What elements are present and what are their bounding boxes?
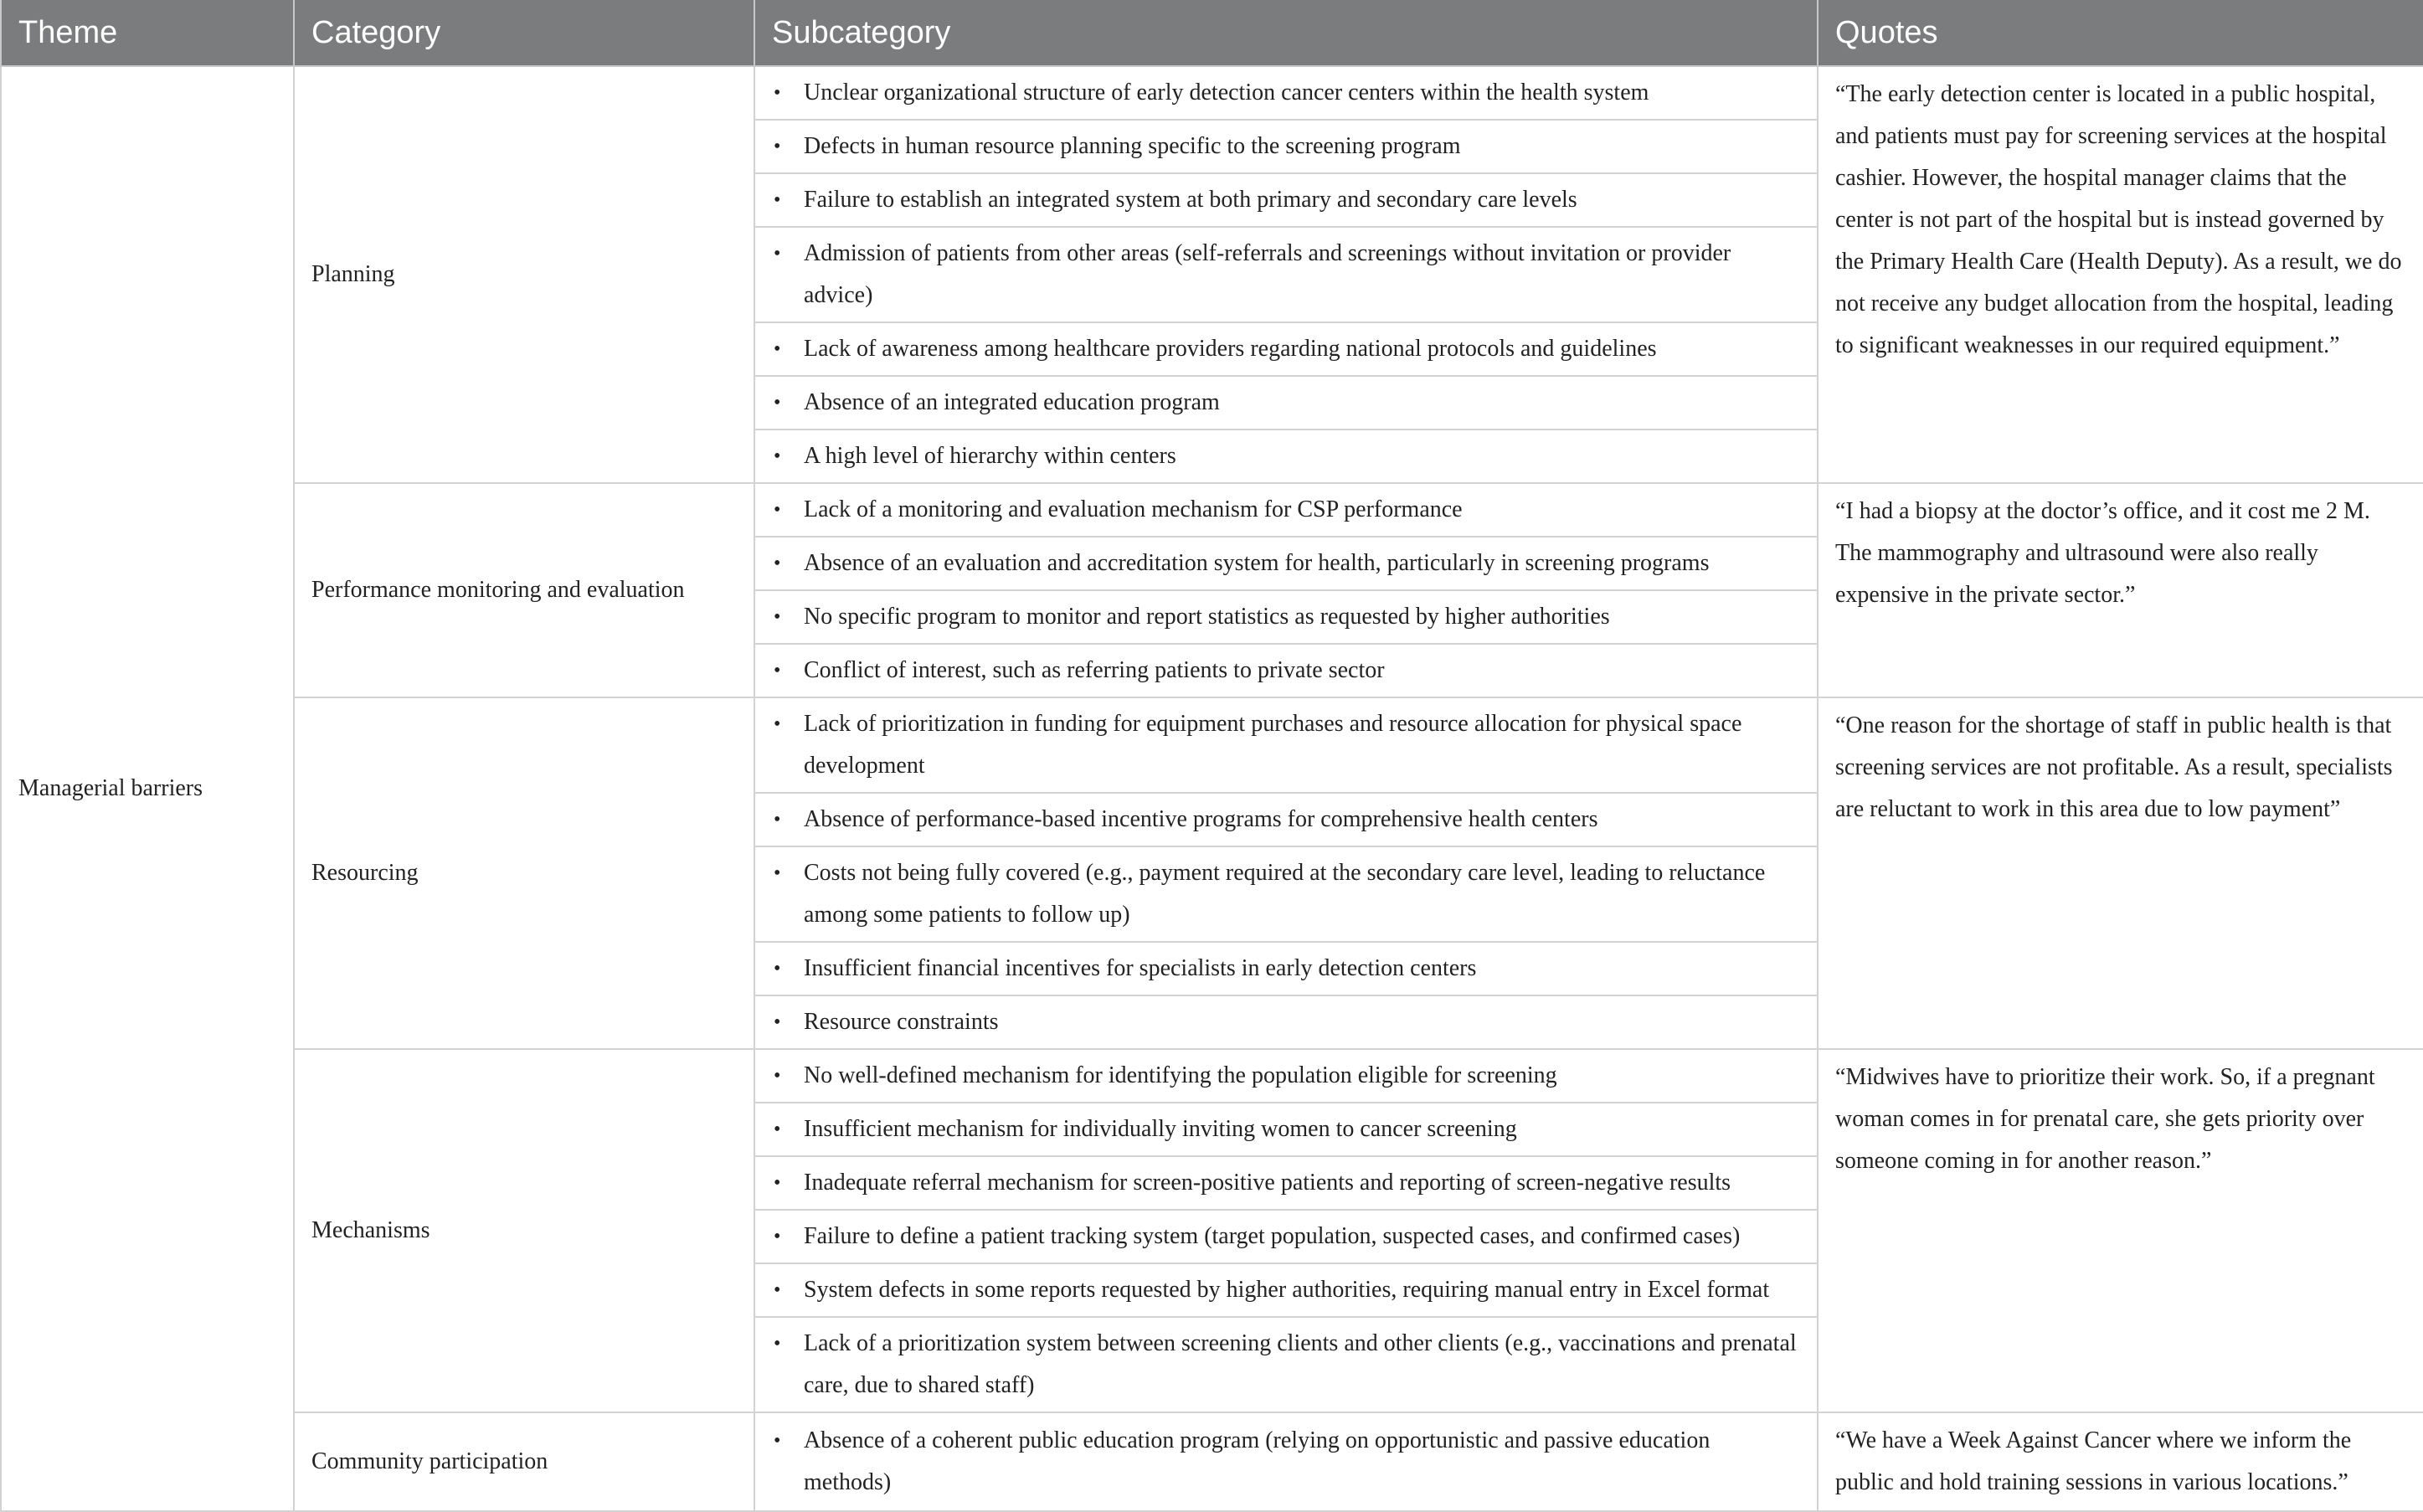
subcategory-item	[772, 328, 1800, 370]
subcategory-item	[772, 948, 1800, 990]
header-subcategory: Subcategory	[754, 0, 1818, 66]
subcategory-item	[772, 382, 1800, 424]
subcategory-text: Lack of awareness among healthcare providers regarding national protocols and guidelines	[804, 336, 1657, 362]
subcategory-cell	[754, 483, 1818, 537]
subcategory-cell	[754, 120, 1818, 173]
subcategory-item	[772, 233, 1800, 316]
subcategory-text: Resource constraints	[804, 1009, 999, 1035]
subcategory-cell	[754, 322, 1818, 376]
subcategory-cell	[754, 376, 1818, 429]
quote-cell	[1818, 66, 2423, 483]
subcategory-item	[772, 1216, 1800, 1257]
subcategory-cell	[754, 644, 1818, 697]
subcategory-item	[772, 1055, 1800, 1097]
quote-text: “One reason for the shortage of staff in public health is that screening services are not profitable. As a result, specialists are reluctant to work in this area due to low payment”	[1835, 712, 2393, 822]
bullet-icon: •	[774, 136, 781, 157]
subcategory-cell	[754, 846, 1818, 942]
subcategory-item	[772, 1001, 1800, 1043]
bullet-icon: •	[774, 862, 781, 884]
subcategory-item	[772, 543, 1800, 584]
bullet-icon: •	[774, 189, 781, 211]
bullet-icon: •	[774, 1333, 781, 1355]
subcategory-cell	[754, 793, 1818, 846]
bullet-icon: •	[774, 1011, 781, 1033]
category-cell: Planning	[294, 66, 754, 483]
subcategory-text: No specific program to monitor and report statistics as requested by higher authorities	[804, 604, 1610, 630]
table-row	[1, 1049, 2423, 1103]
category-cell: Resourcing	[294, 697, 754, 1049]
bullet-icon: •	[774, 1226, 781, 1247]
subcategory-item	[772, 72, 1800, 114]
subcategory-cell	[754, 1263, 1818, 1317]
subcategory-cell	[754, 590, 1818, 644]
subcategory-item	[772, 650, 1800, 692]
quote-text: “We have a Week Against Cancer where we inform the public and hold training sessions in various locations.”	[1835, 1427, 2352, 1495]
subcategory-text: Absence of an integrated education program	[804, 389, 1220, 415]
table-row	[1, 1412, 2423, 1511]
subcategory-cell	[754, 1210, 1818, 1263]
bullet-icon: •	[774, 338, 781, 360]
subcategory-item	[772, 1162, 1800, 1204]
subcategory-cell	[754, 1317, 1818, 1412]
bullet-icon: •	[774, 809, 781, 831]
table-row	[1, 697, 2423, 793]
subcategory-text: Lack of prioritization in funding for equipment purchases and resource allocation for physical space development	[804, 711, 1742, 779]
bullet-icon: •	[774, 958, 781, 980]
subcategory-cell	[754, 1103, 1818, 1156]
subcategory-text: Absence of an evaluation and accreditation system for health, particularly in screening programs	[804, 550, 1710, 576]
bullet-icon: •	[774, 553, 781, 574]
category-cell: Community participation	[294, 1412, 754, 1511]
table-row	[1, 483, 2423, 537]
subcategory-item	[772, 435, 1800, 477]
subcategory-cell	[754, 537, 1818, 590]
bullet-icon: •	[774, 243, 781, 265]
subcategory-cell	[754, 697, 1818, 793]
bullet-icon: •	[774, 606, 781, 628]
quote-text: “The early detection center is located in a public hospital, and patients must pay for screening services at the hospital cashier. However, the hospital manager claims that the center is not part of the hospital but is instead governed by the Primary Health Care (Health Deputy). As a result, we do not receive any budget allocation from the hospital, leading to significant weaknesses in our required equipment.”	[1835, 81, 2402, 358]
subcategory-text: Absence of a coherent public education program (relying on opportunistic and passive education methods)	[804, 1427, 1711, 1495]
subcategory-cell	[754, 173, 1818, 227]
subcategory-cell	[754, 1156, 1818, 1210]
subcategory-cell	[754, 66, 1818, 120]
subcategory-item	[772, 852, 1800, 936]
subcategory-item	[772, 1323, 1800, 1407]
subcategory-cell	[754, 429, 1818, 483]
subcategory-cell	[754, 1412, 1818, 1511]
bullet-icon: •	[774, 1172, 781, 1194]
category-cell: Mechanisms	[294, 1049, 754, 1412]
bullet-icon: •	[774, 499, 781, 521]
table-body	[1, 66, 2423, 1511]
subcategory-text: A high level of hierarchy within centers	[804, 443, 1176, 469]
subcategory-text: Insufficient mechanism for individually inviting women to cancer screening	[804, 1116, 1517, 1142]
subcategory-text: Conflict of interest, such as referring patients to private sector	[804, 657, 1385, 683]
category-cell: Performance monitoring and evaluation	[294, 483, 754, 697]
quote-text: “I had a biopsy at the doctor’s office, and it cost me 2 M. The mammography and ultrasound were also really expensive in the private sector.”	[1835, 498, 2370, 608]
subcategory-text: Lack of a monitoring and evaluation mechanism for CSP performance	[804, 496, 1463, 522]
bullet-icon: •	[774, 713, 781, 735]
subcategory-text: Lack of a prioritization system between screening clients and other clients (e.g., vaccinations and prenatal care, due to shared staff)	[804, 1330, 1797, 1398]
bullet-icon: •	[774, 1119, 781, 1140]
subcategory-item	[772, 1420, 1800, 1504]
subcategory-item	[772, 703, 1800, 787]
subcategory-item	[772, 596, 1800, 638]
subcategory-cell	[754, 942, 1818, 995]
subcategory-text: Insufficient financial incentives for specialists in early detection centers	[804, 955, 1477, 981]
bullet-icon: •	[774, 1430, 781, 1452]
header-row	[1, 0, 2423, 66]
subcategory-cell	[754, 1049, 1818, 1103]
subcategory-item	[772, 179, 1800, 221]
quote-cell	[1818, 483, 2423, 697]
subcategory-text: Unclear organizational structure of early detection cancer centers within the health system	[804, 80, 1649, 105]
subcategory-text: Failure to establish an integrated system at both primary and secondary care levels	[804, 187, 1577, 213]
subcategory-text: Inadequate referral mechanism for screen-positive patients and reporting of screen-negative results	[804, 1170, 1731, 1196]
subcategory-text: Absence of performance-based incentive programs for comprehensive health centers	[804, 806, 1598, 832]
subcategory-item	[772, 1269, 1800, 1311]
subcategory-item	[772, 489, 1800, 531]
bullet-icon: •	[774, 392, 781, 414]
subcategory-item	[772, 126, 1800, 167]
subcategory-item	[772, 799, 1800, 841]
header-quotes: Quotes	[1818, 0, 2423, 66]
bullet-icon: •	[774, 660, 781, 681]
subcategory-text: No well-defined mechanism for identifying the population eligible for screening	[804, 1062, 1557, 1088]
quote-cell	[1818, 697, 2423, 1049]
subcategory-text: Costs not being fully covered (e.g., payment required at the secondary care level, leading to reluctance among some patients to follow up)	[804, 860, 1766, 928]
subcategory-text: Defects in human resource planning specific to the screening program	[804, 133, 1461, 159]
subcategory-item	[772, 1108, 1800, 1150]
bullet-icon: •	[774, 445, 781, 467]
subcategory-cell	[754, 227, 1818, 322]
subcategory-text: Failure to define a patient tracking system (target population, suspected cases, and confirmed cases)	[804, 1223, 1741, 1249]
bullet-icon: •	[774, 1279, 781, 1301]
subcategory-text: Admission of patients from other areas (self-referrals and screenings without invitation or provider advice)	[804, 240, 1731, 308]
table-row	[1, 66, 2423, 120]
header-category: Category	[294, 0, 754, 66]
theme-cell: Managerial barriers	[1, 66, 294, 1511]
quote-cell	[1818, 1412, 2423, 1511]
subcategory-cell	[754, 995, 1818, 1049]
quote-text: “Midwives have to prioritize their work. So, if a pregnant woman comes in for prenatal care, she gets priority over someone coming in for another reason.”	[1835, 1064, 2375, 1174]
subcategory-text: System defects in some reports requested by higher authorities, requiring manual entry in Excel format	[804, 1277, 1770, 1303]
quote-cell	[1818, 1049, 2423, 1412]
bullet-icon: •	[774, 1065, 781, 1087]
bullet-icon: •	[774, 82, 781, 104]
header-theme: Theme	[1, 0, 294, 66]
